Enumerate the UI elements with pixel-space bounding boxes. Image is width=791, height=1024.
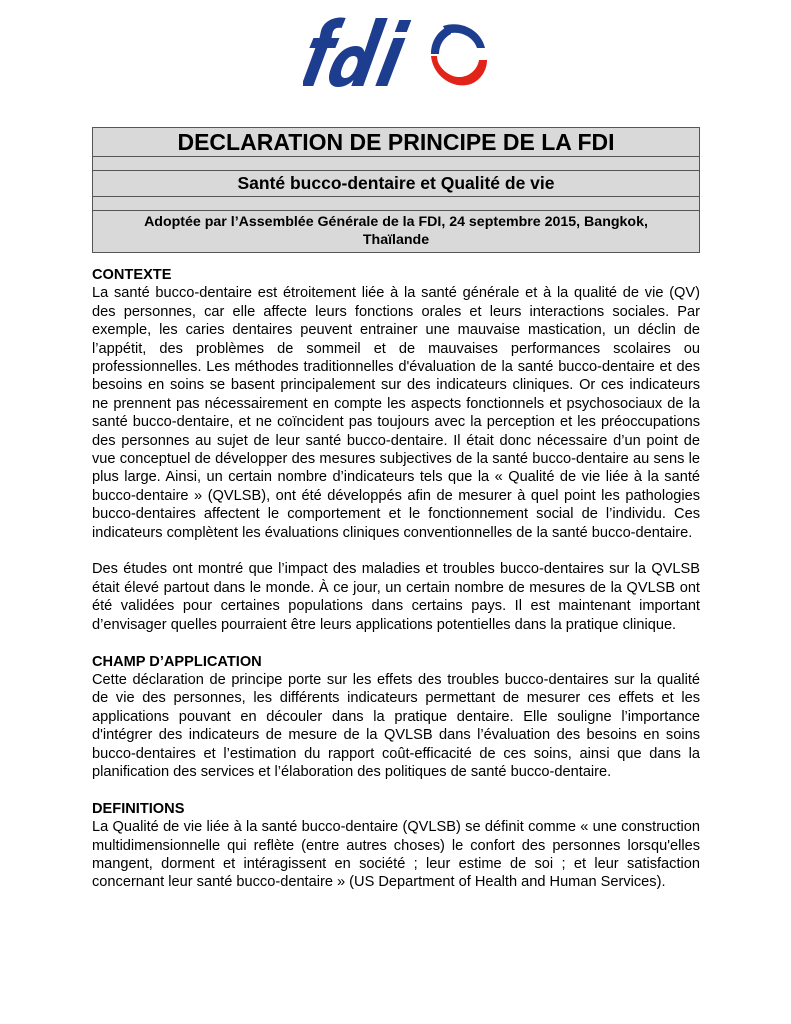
section-champ-application bbox=[92, 653, 700, 782]
section-contexte bbox=[92, 266, 700, 634]
adoption-statement: Adoptée par l’Assemblée Générale de la FDI, 24 septembre 2015, Bangkok, Thaïlande bbox=[93, 210, 699, 252]
section-heading: CONTEXTE bbox=[92, 267, 172, 283]
section-definitions bbox=[92, 800, 700, 892]
fdi-logo-mark bbox=[303, 12, 491, 94]
paragraph: Des études ont montré que l’impact des maladies et troubles bucco-dentaires sur la QVLSB était élevé partout dans le monde. À ce jour, un certain nombre de mesures de la QVLSB ont été validées pour certaines populations dans certains pays. Il est maintenant important d’envisager quelles pourraient être leurs applications potentielles dans la pratique clinique. bbox=[92, 561, 700, 633]
section-heading: DEFINITIONS bbox=[92, 800, 185, 817]
document-subtitle: Santé bucco-dentaire et Qualité de vie bbox=[93, 170, 699, 196]
paragraph: La santé bucco-dentaire est étroitement liée à la santé générale et à la qualité de vie (QV) des personnes, car elle affecte leurs fonctions orales et leurs interactions sociales. Par exemple, les caries dentaires peuvent entrainer une mauvaise mastication, un déclin de l’appétit, des problèmes de sommeil et de mauvaises performances scolaires ou professionnelles. Les méthodes traditionnelles d'évaluation de la santé bucco-dentaire et des besoins en soins se basent principalement sur des indicateurs cliniques. Or ces indicateurs ne prennent pas nécessairement en compte les aspects fonctionnels et psychosociaux de la santé bucco-dentaire, et ne coïncident pas toujours avec la perception et les préoccupations des personnes au sujet de leur santé bucco-dentaire. Il était donc nécessaire d’un point de vue conceptuel de développer des mesures subjectives de la santé bucco-dentaire au sens le plus large. Ainsi, un certain nombre d’indicateurs tels que la « Qualité de vie liée à la santé bucco-dentaire » (QVLSB), ont été développés afin de mesurer à quel point les pathologies bucco-dentaires affectent le comportement et le fonctionnement social de l’individu. Ces indicateurs complètent les évaluations cliniques conventionnelles de la santé bucco-dentaire. bbox=[92, 285, 700, 541]
declaration-header-table bbox=[92, 127, 700, 253]
section-heading: CHAMP D’APPLICATION bbox=[92, 653, 262, 670]
document-body bbox=[92, 266, 700, 910]
paragraph: Cette déclaration de principe porte sur les effets des troubles bucco-dentaires sur la qualité de vie des personnes, les différents indicateurs permettant de mesurer ces effets et les applications pouvant en découler dans la pratique dentaire. Elle souligne l’importance d'intégrer des indicateurs de mesure de la QVLSB dans l’évaluation des besoins en soins bucco-dentaires et l’estimation du rapport coût-efficacité de ces soins, ainsi que dans la planification des services et l’élaboration des politiques de santé bucco-dentaire. bbox=[92, 671, 700, 780]
document-title: DECLARATION DE PRINCIPE DE LA FDI bbox=[177, 129, 615, 155]
paragraph: La Qualité de vie liée à la santé bucco-dentaire (QVLSB) se définit comme « une construction multidimensionnelle qui reflète (entre autres choses) le confort des personnes lorsqu'elles mangent, dorment et intéragissent en société ; leur estime de soi ; et leur satisfaction concernant leur santé bucco-dentaire » (US Department of Health and Human Services). bbox=[92, 819, 700, 891]
header-spacer-row bbox=[93, 196, 699, 210]
fdi-logo bbox=[303, 12, 491, 94]
header-spacer-row bbox=[93, 156, 699, 170]
